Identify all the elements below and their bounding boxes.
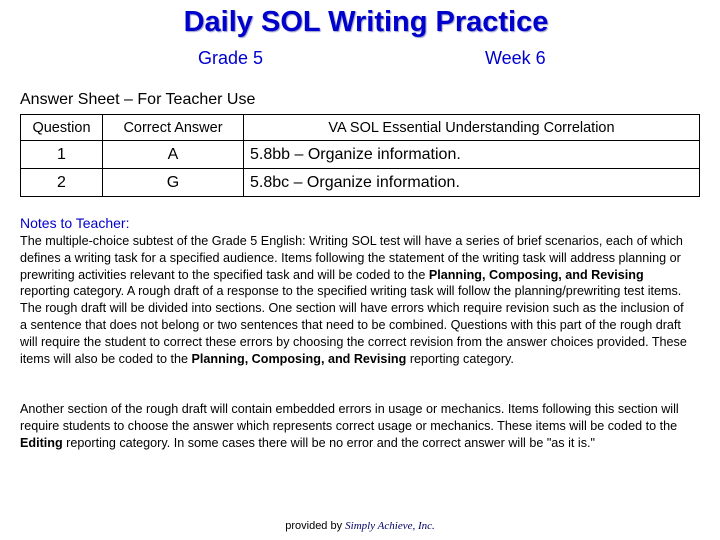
paragraph-text: The multiple-choice subtest of the Grade 5 English: Writing SOL test will have a series of brief scenarios, each of which defines a writing task for a specified audience. Items following the statement of the writing task will address planning or prewriting activities relevant to the specified task and will be coded to the (20, 234, 683, 282)
sol-correlation: 5.8bc – Organize information. (244, 169, 700, 197)
grade-label: Grade 5 (198, 48, 264, 68)
reporting-category: Planning, Composing, and Revising (191, 351, 407, 366)
notes-heading: Notes to Teacher: (20, 215, 130, 231)
column-header-correlation: VA SOL Essential Understanding Correlation (244, 115, 700, 141)
brand-name: Simply Achieve, Inc. (345, 520, 435, 532)
sol-correlation: 5.8bb – Organize information. (244, 141, 700, 169)
answer-sheet-heading: Answer Sheet – For Teacher Use (20, 91, 256, 108)
reporting-category: Planning, Composing, and Revising (428, 267, 644, 282)
footer-prefix: provided by (285, 520, 343, 532)
question-number: 1 (21, 141, 103, 169)
paragraph-text: reporting category. (406, 351, 514, 366)
correct-answer: G (103, 169, 244, 197)
notes-paragraph-2 (20, 401, 692, 451)
correct-answer: A (103, 141, 244, 169)
paragraph-text: Another section of the rough draft will contain embedded errors in usage or mechanics. Items following this section will require students to choose the answer which represents correct usage or mechanics. These items will be coded to the (20, 402, 679, 433)
table-row (21, 169, 700, 197)
column-header-question: Question (21, 115, 103, 141)
answer-table (20, 114, 700, 197)
paragraph-text: reporting category. In some cases there will be no error and the correct answer will be "as it is." (62, 435, 595, 450)
week-label: Week 6 (485, 48, 546, 68)
reporting-category: Editing (20, 435, 63, 450)
page-title: Daily SOL Writing Practice (183, 6, 549, 38)
column-header-correct-answer: Correct Answer (103, 115, 244, 141)
paragraph-text: reporting category. A rough draft of a response to the specified writing task will follow the planning/prewriting test items. The rough draft will be divided into sections. One section will have errors which require revision such as the inclusion of a sentence that does not belong or two sentences that need to be combined. Questions with this part of the rough draft will require the student to correct these errors by choosing the correct revision from the answer choices provided. These items will also be coded to the (20, 284, 687, 366)
question-number: 2 (21, 169, 103, 197)
table-row (21, 141, 700, 169)
notes-paragraph-1 (20, 233, 692, 367)
table-header-row (21, 115, 700, 141)
footer (0, 520, 720, 532)
